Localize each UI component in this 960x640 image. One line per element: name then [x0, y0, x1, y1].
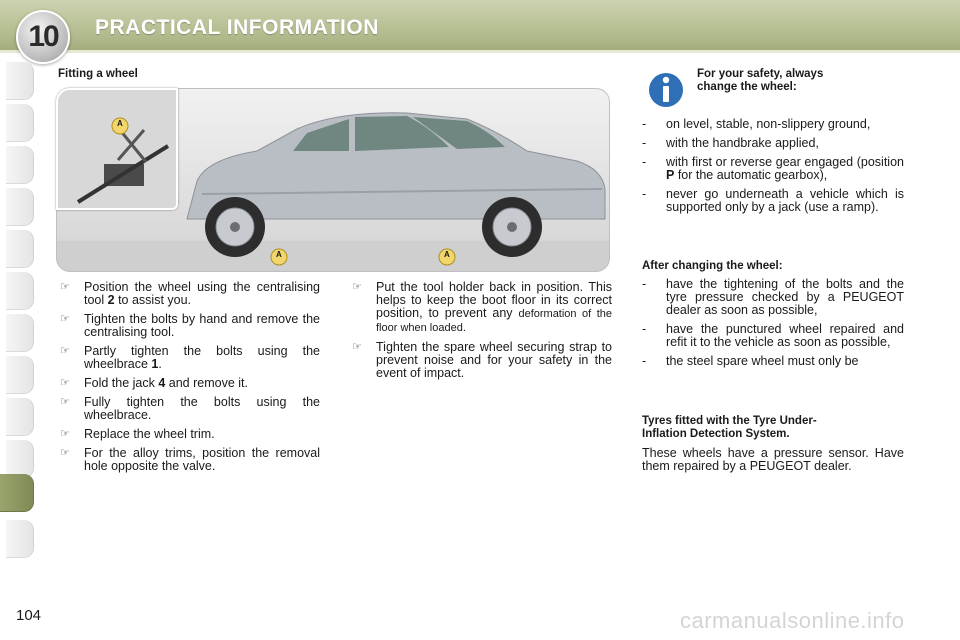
page-title: PRACTICAL INFORMATION: [95, 16, 379, 39]
pointing-hand-icon: ☞: [352, 341, 362, 353]
jack-drawing: [58, 90, 178, 210]
pointing-hand-icon: ☞: [60, 447, 70, 459]
tyre-detection-body: These wheels have a pressure sensor. Have them repaired by a PEUGEOT dealer.: [642, 446, 904, 473]
chapter-tab[interactable]: [6, 314, 34, 352]
fitting-steps-middle: [350, 281, 612, 386]
list-item: - with first or reverse gear engaged (position P for the automatic gearbox),: [642, 155, 904, 182]
chapter-tab[interactable]: [6, 398, 34, 436]
pointing-hand-icon: ☞: [60, 281, 70, 293]
jack-detail-inset: [56, 88, 178, 210]
header-divider: [0, 50, 960, 53]
chapter-tabs: [0, 62, 36, 574]
after-changing-title: After changing the wheel:: [642, 260, 783, 272]
list-item: - have the punctured wheel repaired and refit it to the vehicle as soon as possible,: [642, 322, 904, 349]
after-changing-list: [642, 278, 904, 374]
page-number: 104: [16, 607, 42, 624]
jack-label: A: [117, 119, 123, 128]
chapter-number: 10: [28, 20, 58, 53]
pointing-hand-icon: ☞: [60, 428, 70, 440]
pointing-hand-icon: ☞: [60, 396, 70, 408]
chapter-tab[interactable]: [6, 188, 34, 226]
list-item: ☞ Replace the wheel trim.: [60, 427, 215, 441]
list-item: - with the handbrake applied,: [642, 136, 819, 150]
jack-point-label: A: [276, 250, 282, 259]
pointing-hand-icon: ☞: [60, 345, 70, 357]
chapter-tab[interactable]: [6, 104, 34, 142]
list-item: ☞ For the alloy trims, position the removal hole opposite the valve.: [60, 446, 320, 473]
pointing-hand-icon: ☞: [60, 377, 70, 389]
list-item: ☞ Fold the jack 4 and remove it.: [60, 376, 248, 390]
chapter-tab[interactable]: [6, 272, 34, 310]
list-item: ☞ Fully tighten the bolts using the wheelbrace.: [60, 395, 320, 422]
chapter-tab[interactable]: [6, 146, 34, 184]
chapter-tab[interactable]: [6, 62, 34, 100]
jack-point-label: A: [444, 250, 450, 259]
list-item: ☞ Position the wheel using the centralising tool 2 to assist you.: [60, 280, 320, 307]
chapter-tab[interactable]: [6, 440, 34, 478]
info-icon: [648, 70, 684, 110]
chapter-number-badge: [16, 10, 70, 64]
list-item: ☞ Tighten the spare wheel securing strap to prevent noise and for your safety in the event of impact.: [352, 340, 612, 380]
list-item: ☞ Partly tighten the bolts using the wheelbrace 1.: [60, 344, 320, 371]
list-item: - the steel spare wheel must only be: [642, 354, 859, 368]
list-item: ☞ Put the tool holder back in position. This helps to keep the boot floor in its correct position, to prevent any deformation of the floor when loaded.: [352, 280, 612, 334]
watermark: carmanualsonline.info: [680, 608, 905, 633]
list-item: ☞ Tighten the bolts by hand and remove the centralising tool.: [60, 312, 320, 339]
section-title: Fitting a wheel: [58, 68, 138, 80]
pointing-hand-icon: ☞: [60, 313, 70, 325]
chapter-tab[interactable]: [6, 520, 34, 558]
safety-title: For your safety, always change the wheel:: [697, 68, 824, 93]
pointing-hand-icon: ☞: [352, 281, 362, 293]
fitting-steps-left: [58, 281, 320, 479]
list-item: - have the tightening of the bolts and the tyre pressure checked by a PEUGEOT dealer as soon as possible,: [642, 277, 904, 317]
safety-conditions: [642, 118, 904, 220]
chapter-tab[interactable]: [6, 356, 34, 394]
tyre-detection-title: Tyres fitted with the Tyre Under- Inflation Detection System.: [642, 415, 817, 440]
list-item: - never go underneath a vehicle which is supported only by a jack (use a ramp).: [642, 187, 904, 214]
chapter-tab-active[interactable]: [0, 474, 34, 512]
chapter-tab[interactable]: [6, 230, 34, 268]
list-item: - on level, stable, non-slippery ground,: [642, 117, 871, 131]
